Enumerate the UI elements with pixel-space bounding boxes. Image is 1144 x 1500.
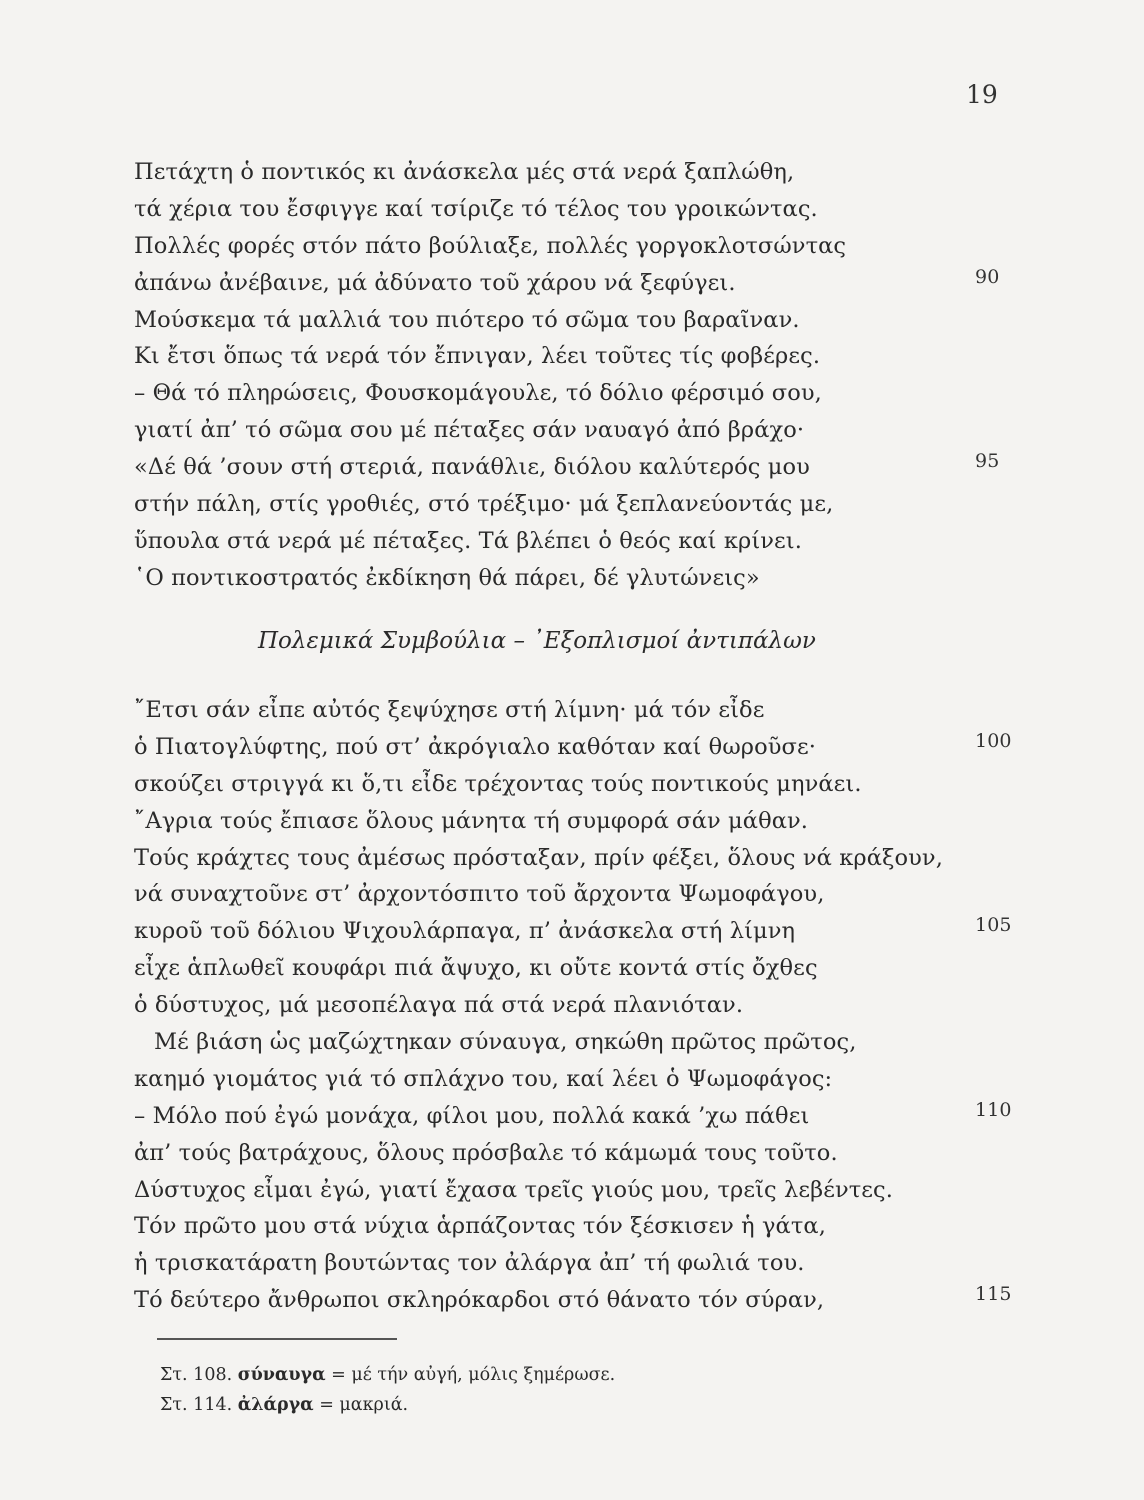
verse-line bbox=[134, 486, 1034, 523]
verse-text: Μέ βιάση ὡς μαζώχτηκαν σύναυγα, σηκώθη πρῶτος πρῶτος, bbox=[154, 1029, 857, 1056]
verse-text: ὕπουλα στά νερά μέ πέταξες. Τά βλέπει ὁ θεός καί κρίνει. bbox=[134, 527, 802, 554]
verse-line bbox=[134, 302, 1034, 339]
verse-text: ῾Ο ποντικοστρατός ἐκδίκηση θά πάρει, δέ γλυτώνεις» bbox=[134, 564, 760, 591]
verse-text: ῎Ετσι σάν εἶπε αὐτός ξεψύχησε στή λίμνη· μά τόν εἶδε bbox=[134, 697, 765, 723]
section-heading: Πολεμικά Συμβούλια – ᾿Εξοπλισμοί ἀντιπάλων bbox=[258, 628, 816, 654]
footnote-divider bbox=[157, 1338, 397, 1340]
verse-line bbox=[134, 840, 1034, 877]
verse-line bbox=[134, 913, 1034, 950]
verse-line bbox=[134, 692, 1034, 729]
verse-line bbox=[134, 1135, 1034, 1172]
verse-line bbox=[134, 729, 1034, 766]
page-number: 19 bbox=[966, 80, 998, 109]
footnote bbox=[160, 1390, 615, 1420]
verse-text: Τό δεύτερο ἄνθρωποι σκληρόκαρδοι στό θάνατο τόν σύραν, bbox=[134, 1287, 825, 1314]
verse-line bbox=[134, 1282, 1034, 1319]
verse-text: Τόν πρῶτο μου στά νύχια ἁρπάζοντας τόν ξέσκισεν ἡ γάτα, bbox=[134, 1213, 826, 1240]
verse-line bbox=[134, 191, 1034, 228]
verse-text: ἡ τρισκατάρατη βουτώντας τον ἀλάργα ἀπ’ τή φωλιά του. bbox=[134, 1250, 805, 1277]
verse-text: καημό γιομάτος γιά τό σπλάχνο του, καί λέει ὁ Ψωμοφάγος: bbox=[134, 1065, 833, 1092]
verse-line bbox=[134, 1172, 1034, 1209]
footnote-term: σύναυγα bbox=[237, 1365, 326, 1385]
footnote bbox=[160, 1360, 615, 1390]
verse-text: στήν πάλη, στίς γροθιές, στό τρέξιμο· μά ξεπλανεύοντάς με, bbox=[134, 491, 834, 518]
verse-line bbox=[134, 950, 1034, 987]
verse-text: ἀπάνω ἀνέβαινε, μά ἀδύνατο τοῦ χάρου νά ξεφύγει. bbox=[134, 269, 736, 296]
verse-line bbox=[134, 803, 1034, 840]
verse-line bbox=[134, 560, 1034, 597]
verse-text: Κι ἔτσι ὅπως τά νερά τόν ἔπνιγαν, λέει τοῦτες τίς φοβέρες. bbox=[134, 343, 821, 370]
footnote-ref: Στ. 108. bbox=[160, 1365, 233, 1385]
line-number: 115 bbox=[975, 1283, 1012, 1306]
verse-line bbox=[134, 338, 1034, 375]
verse-line bbox=[134, 1245, 1034, 1282]
verse-line bbox=[134, 1024, 1034, 1061]
verse-text: νά συναχτοῦνε στ’ ἀρχοντόσπιτο τοῦ ἄρχοντα Ψωμοφάγου, bbox=[134, 881, 825, 908]
line-number: 100 bbox=[975, 729, 1012, 752]
verse-line bbox=[134, 523, 1034, 560]
stanza-first bbox=[134, 154, 1034, 597]
footnotes bbox=[160, 1360, 615, 1420]
verse-line bbox=[134, 876, 1034, 913]
verse-line bbox=[134, 766, 1034, 803]
verse-text: Μούσκεμα τά μαλλιά του πιότερο τό σῶμα του βαραῖναν. bbox=[134, 306, 800, 333]
verse-text: ἀπ’ τούς βατράχους, ὅλους πρόσβαλε τό κάμωμά τους τοῦτο. bbox=[134, 1139, 838, 1166]
verse-line bbox=[134, 1208, 1034, 1245]
verse-line bbox=[134, 1061, 1034, 1098]
verse-line bbox=[134, 449, 1034, 486]
verse-text: γιατί ἀπ’ τό σῶμα σου μέ πέταξες σάν ναυαγό ἀπό βράχο· bbox=[134, 417, 805, 444]
verse-text: σκούζει στριγγά κι ὅ,τι εἶδε τρέχοντας τούς ποντικούς μηνάει. bbox=[134, 770, 862, 797]
verse-text: – Θά τό πληρώσεις, Φουσκομάγουλε, τό δόλιο φέρσιμό σου, bbox=[134, 380, 822, 407]
verse-text: ὁ δύστυχος, μά μεσοπέλαγα πά στά νερά πλανιόταν. bbox=[134, 992, 744, 1019]
line-number: 110 bbox=[975, 1098, 1012, 1121]
verse-text: Τούς κράχτες τους ἀμέσως πρόσταξαν, πρίν φέξει, ὅλους νά κράξουν, bbox=[134, 844, 943, 871]
line-number: 90 bbox=[975, 265, 1000, 288]
footnote-term: ἀλάργα bbox=[237, 1395, 314, 1415]
footnote-definition: = μακριά. bbox=[319, 1395, 409, 1415]
verse-line bbox=[134, 154, 1034, 191]
verse-text: ῎Αγρια τούς ἔπιασε ὅλους μάνητα τή συμφορά σάν μάθαν. bbox=[134, 807, 809, 834]
verse-text: «Δέ θά ’σουν στή στεριά, πανάθλιε, διόλου καλύτερός μου bbox=[134, 454, 810, 481]
verse-line bbox=[134, 412, 1034, 449]
verse-line bbox=[134, 228, 1034, 265]
verse-line bbox=[134, 987, 1034, 1024]
verse-line bbox=[134, 265, 1034, 302]
verse-text: Πετάχτη ὁ ποντικός κι ἀνάσκελα μές στά νερά ξαπλώθη, bbox=[134, 159, 795, 185]
line-number: 105 bbox=[975, 914, 1012, 937]
verse-text: κυροῦ τοῦ δόλιου Ψιχουλάρπαγα, π’ ἀνάσκελα στή λίμνη bbox=[134, 918, 796, 945]
stanza-second bbox=[134, 692, 1034, 1319]
verse-text: εἶχε ἁπλωθεῖ κουφάρι πιά ἄψυχο, κι οὔτε κοντά στίς ὄχθες bbox=[134, 955, 818, 982]
verse-text: τά χέρια του ἔσφιγγε καί τσίριζε τό τέλος του γροικώντας. bbox=[134, 195, 818, 222]
footnote-definition: = μέ τήν αὐγή, μόλις ξημέρωσε. bbox=[331, 1365, 616, 1385]
verse-text: ὁ Πιατογλύφτης, πού στ’ ἀκρόγιαλο καθόταν καί θωροῦσε· bbox=[134, 733, 816, 760]
verse-text: Δύστυχος εἶμαι ἐγώ, γιατί ἔχασα τρεῖς γιούς μου, τρεῖς λεβέντες. bbox=[134, 1176, 894, 1203]
verse-line bbox=[134, 1098, 1034, 1135]
verse-text: – Μόλο πού ἐγώ μονάχα, φίλοι μου, πολλά κακά ’χω πάθει bbox=[134, 1102, 810, 1129]
footnote-ref: Στ. 114. bbox=[160, 1395, 233, 1415]
line-number: 95 bbox=[975, 450, 1000, 473]
verse-line bbox=[134, 375, 1034, 412]
verse-text: Πολλές φορές στόν πάτο βούλιαξε, πολλές γοργοκλοτσώντας bbox=[134, 232, 847, 259]
